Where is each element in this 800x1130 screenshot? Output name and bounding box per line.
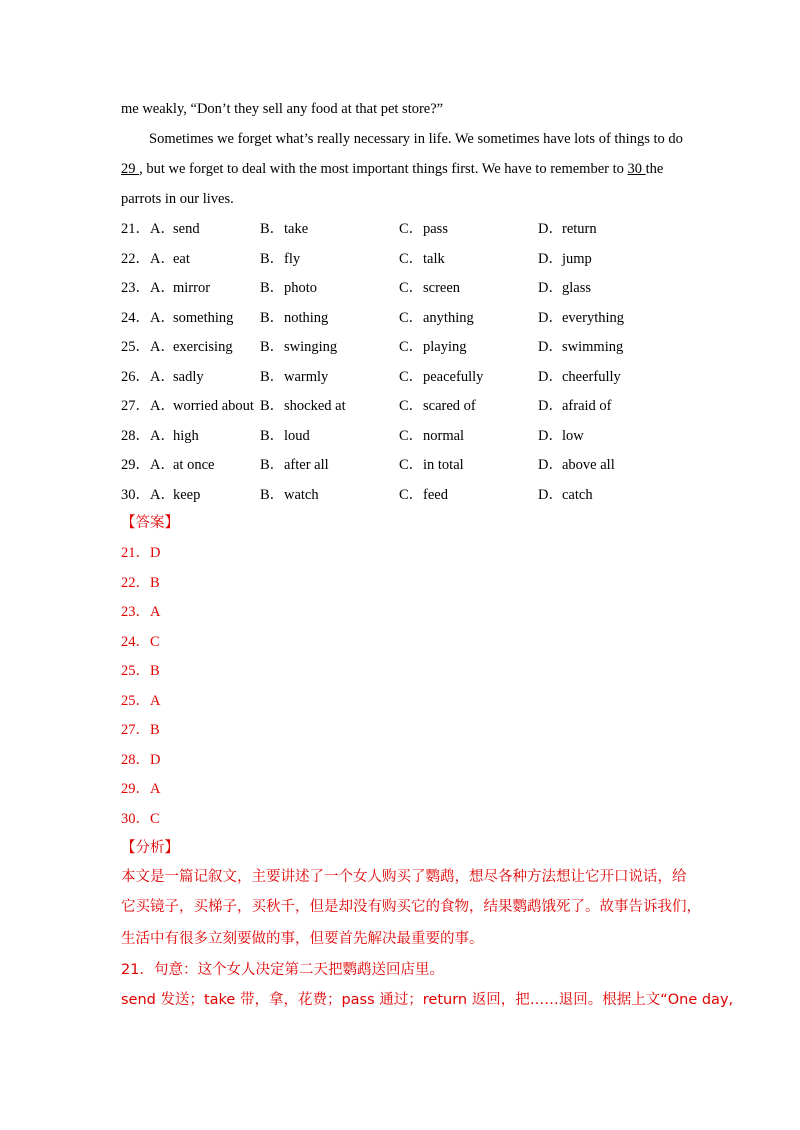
- option-d-letter: D．: [538, 398, 563, 414]
- option-c-letter: C．: [399, 486, 424, 503]
- option-a: high: [173, 427, 199, 444]
- option-a: mirror: [173, 280, 211, 296]
- option-b: nothing: [284, 309, 329, 326]
- passage-text: Sometimes we forget what’s really necessary in life. We sometimes have lots of things to do: [149, 131, 683, 147]
- passage-line: parrots in our lives.: [121, 191, 234, 207]
- option-d-letter: D．: [538, 309, 563, 326]
- option-number: 25．A．: [121, 339, 175, 355]
- option-d: low: [562, 427, 584, 444]
- option-b: after all: [284, 457, 329, 473]
- option-c-letter: C．: [399, 457, 424, 473]
- blank-30: 30: [627, 161, 646, 177]
- option-number: 21．A．: [121, 221, 175, 237]
- option-b: take: [284, 221, 309, 237]
- option-c-letter: C．: [399, 368, 424, 385]
- option-b-letter: B．: [260, 457, 285, 473]
- option-c: talk: [423, 250, 445, 267]
- option-b: fly: [284, 250, 301, 267]
- option-number: 30．A．: [121, 486, 175, 503]
- blank-29: 29: [121, 161, 140, 177]
- analysis-line: 本文是一篇记叙文，主要讲述了一个女人购买了鹦鹉，想尽各种方法想让它开口说话，给: [121, 869, 687, 885]
- option-b-letter: B．: [260, 221, 285, 237]
- option-a: at once: [173, 457, 215, 473]
- option-d: cheerfully: [562, 368, 621, 385]
- option-c-letter: C．: [399, 398, 424, 414]
- analysis-line: 21．句意：这个女人决定第二天把鹦鹉送回店里。: [121, 962, 444, 978]
- option-b-letter: B．: [260, 250, 285, 267]
- option-c: normal: [423, 427, 465, 444]
- option-a: something: [173, 309, 234, 326]
- option-b-letter: B．: [260, 427, 285, 444]
- passage-line: [149, 129, 683, 149]
- answer-item: 24．C: [121, 633, 160, 650]
- option-b: shocked at: [284, 398, 346, 414]
- analysis-heading: 【分析】: [121, 840, 179, 856]
- option-number: 27．A．: [121, 398, 175, 414]
- option-d: above all: [562, 457, 615, 473]
- option-d-letter: D．: [538, 486, 563, 503]
- option-b: swinging: [284, 339, 338, 355]
- option-b: photo: [284, 280, 318, 296]
- option-d: everything: [562, 309, 625, 326]
- answer-item: 25．A: [121, 692, 161, 709]
- option-a: sadly: [173, 368, 204, 385]
- option-b: loud: [284, 427, 310, 444]
- option-d: catch: [562, 486, 593, 503]
- option-d: swimming: [562, 339, 624, 355]
- option-d: glass: [562, 280, 591, 296]
- option-b-letter: B．: [260, 339, 285, 355]
- option-d-letter: D．: [538, 427, 563, 444]
- option-d: jump: [562, 250, 592, 267]
- option-d: return: [562, 221, 597, 237]
- option-number: 22．A．: [121, 250, 175, 267]
- option-b-letter: B．: [260, 368, 285, 385]
- option-b-letter: B．: [260, 280, 285, 296]
- option-c: scared of: [423, 398, 476, 414]
- answer-item: 25．B: [121, 663, 160, 679]
- option-number: 23．A．: [121, 280, 175, 296]
- answer-item: 23．A: [121, 604, 161, 620]
- option-d-letter: D．: [538, 221, 563, 237]
- passage-line: [121, 159, 663, 179]
- passage-text: the: [645, 161, 664, 177]
- analysis-line: 生活中有很多立刻要做的事，但要首先解决最重要的事。: [121, 931, 484, 947]
- option-c: feed: [423, 486, 448, 503]
- answer-item: 21．D: [121, 545, 161, 561]
- option-b: watch: [284, 486, 319, 503]
- option-c: in total: [423, 457, 464, 473]
- option-b-letter: B．: [260, 309, 285, 326]
- option-c: peacefully: [423, 368, 484, 385]
- option-d-letter: D．: [538, 280, 563, 296]
- answer-item: 27．B: [121, 722, 160, 738]
- answer-item: 29．A: [121, 781, 161, 797]
- answer-item: 30．C: [121, 810, 160, 827]
- option-b-letter: B．: [260, 486, 285, 503]
- option-d-letter: D．: [538, 250, 563, 267]
- answer-heading: 【答案】: [121, 515, 179, 531]
- option-a: worried about: [173, 398, 254, 414]
- option-c-letter: C．: [399, 309, 424, 326]
- option-d: afraid of: [562, 398, 612, 414]
- option-d-letter: D．: [538, 457, 563, 473]
- answer-item: 22．B: [121, 574, 160, 591]
- option-c: playing: [423, 339, 467, 355]
- option-a: exercising: [173, 339, 233, 355]
- answer-item: 28．D: [121, 751, 161, 768]
- option-c-letter: C．: [399, 427, 424, 444]
- option-c-letter: C．: [399, 280, 424, 296]
- option-a: keep: [173, 486, 201, 503]
- option-number: 26．A．: [121, 368, 175, 385]
- option-number: 24．A．: [121, 309, 175, 326]
- option-a: send: [173, 221, 200, 237]
- option-c: screen: [423, 280, 461, 296]
- option-c-letter: C．: [399, 221, 424, 237]
- option-a: eat: [173, 250, 190, 267]
- option-c: anything: [423, 309, 474, 326]
- analysis-line: send 发送；take 带，拿，花费；pass 通过；return 返回，把……退回。根据上文“One day,: [121, 992, 734, 1008]
- option-number: 28．A．: [121, 427, 175, 444]
- option-c-letter: C．: [399, 339, 424, 355]
- option-c: pass: [423, 221, 448, 237]
- analysis-line: 它买镜子，买梯子，买秋千，但是却没有购买它的食物，结果鹦鹉饿死了。故事告诉我们，: [121, 899, 701, 915]
- option-d-letter: D．: [538, 339, 563, 355]
- option-b-letter: B．: [260, 398, 285, 414]
- passage-text: , but we forget to deal with the most important things first. We have to remember to: [139, 161, 628, 177]
- option-c-letter: C．: [399, 250, 424, 267]
- option-number: 29．A．: [121, 457, 175, 473]
- option-b: warmly: [284, 368, 329, 385]
- passage-line: me weakly, “Don’t they sell any food at that pet store?”: [121, 101, 444, 117]
- option-d-letter: D．: [538, 368, 563, 385]
